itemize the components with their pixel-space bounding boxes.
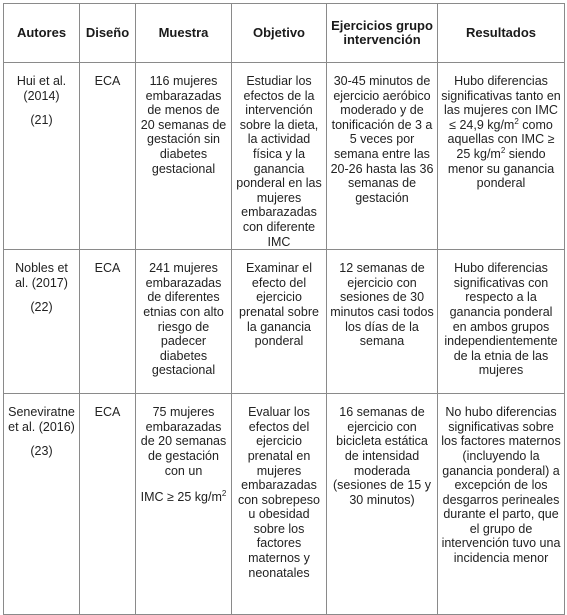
reference-number: (22)	[30, 300, 53, 315]
cell-ejercicios: 30-45 minutos de ejercicio aeróbico moderado y de tonificación de 3 a 5 veces por semana entre las 20-26 hasta las 36 semanas de gestación	[327, 63, 438, 250]
cell-objetivo: Estudiar los efectos de la intervención sobre la dieta, la actividad física y la ganancia ponderal en las mujeres embarazadas con diferente IMC	[232, 63, 327, 250]
header-resultados: Resultados	[438, 4, 565, 63]
header-objetivo: Objetivo	[232, 4, 327, 63]
header-autores: Autores	[4, 4, 80, 63]
cell-muestra: 116 mujeres embarazadas de menos de 20 semanas de gestación sin diabetes gestacional	[136, 63, 232, 250]
table-row	[4, 63, 565, 250]
superscript: 2	[221, 488, 227, 498]
header-muestra: Muestra	[136, 4, 232, 63]
cell-resultados	[438, 63, 565, 250]
author-text: Seneviratne et al. (2016)	[8, 405, 75, 434]
header-row	[4, 4, 565, 63]
studies-table	[3, 3, 565, 615]
superscript: 2	[514, 116, 519, 126]
cell-objetivo: Evaluar los efectos del ejercicio prenatal en mujeres embarazadas con sobrepeso u obesidad sobre los factores maternos y neonatales	[232, 394, 327, 615]
cell-resultados: No hubo diferencias significativas sobre los factores maternos (incluyendo la ganancia ponderal) a excepción de los desgarros perineales durante el parto, que el grupo de intervención tuvo una incidencia menor	[438, 394, 565, 615]
cell-objetivo: Examinar el efecto del ejercicio prenatal sobre la ganancia ponderal	[232, 250, 327, 394]
cell-diseno: ECA	[80, 63, 136, 250]
cell-ejercicios: 16 semanas de ejercicio con bicicleta estática de intensidad moderada (sesiones de 15 y 30 minutos)	[327, 394, 438, 615]
author-text: Hui et al. (2014)	[16, 74, 67, 103]
table-row	[4, 250, 565, 394]
sample-text-part: 75 mujeres embarazadas de 20 semanas de gestación con un	[140, 405, 227, 478]
cell-muestra: 241 mujeres embarazadas de diferentes etnias con alto riesgo de padecer diabetes gestacional	[136, 250, 232, 394]
header-ejercicios: Ejercicios grupo intervención	[327, 4, 438, 63]
result-text-part: como aquellas con IMC ≥ 25 kg/m	[447, 117, 555, 161]
reference-number: (21)	[30, 113, 53, 128]
cell-autores	[4, 250, 80, 394]
result-text-part: siendo menor su ganancia ponderal	[447, 146, 555, 191]
sample-text-part: IMC ≥ 25 kg/m	[140, 490, 222, 505]
cell-autores	[4, 394, 80, 615]
cell-muestra	[136, 394, 232, 615]
cell-autores	[4, 63, 80, 250]
author-text: Nobles et al. (2017)	[15, 261, 68, 290]
result-text-part: Hubo diferencias significativas tanto en las mujeres con IMC ≤ 24,9 kg/m	[441, 74, 561, 132]
cell-diseno: ECA	[80, 394, 136, 615]
header-diseno: Diseño	[80, 4, 136, 63]
cell-diseno: ECA	[80, 250, 136, 394]
cell-ejercicios: 12 semanas de ejercicio con sesiones de 30 minutos casi todos los días de la semana	[327, 250, 438, 394]
superscript: 2	[500, 145, 506, 155]
reference-number: (23)	[30, 444, 53, 459]
table-row	[4, 394, 565, 615]
cell-resultados: Hubo diferencias significativas con respecto a la ganancia ponderal en ambos grupos independientemente de la etnia de las mujeres	[438, 250, 565, 394]
